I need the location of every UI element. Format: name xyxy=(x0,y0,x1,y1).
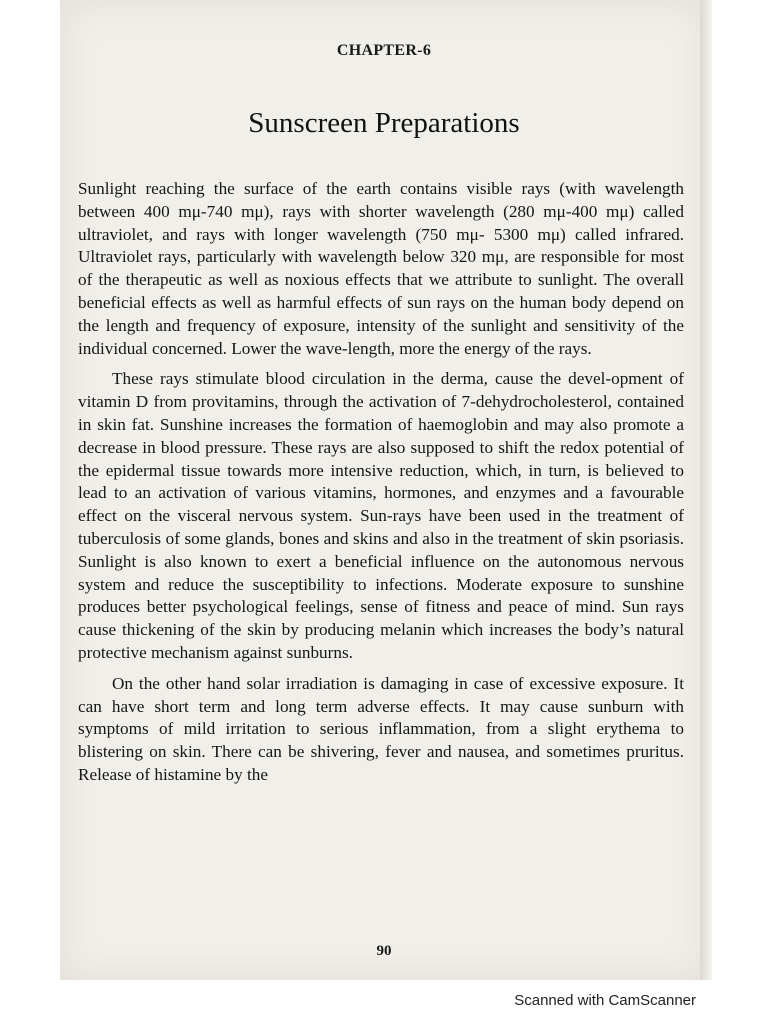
paragraph-2: These rays stimulate blood circulation in the derma, cause the devel-opment of vitamin D from provitamins, through the activation of 7-dehydrocholesterol, contained in skin fat. Sunshine increases the formation of haemoglobin and may also promote a decrease in blood pressure. These rays are also supposed to shift the redox potential of the epidermal tissue towards more intensive reduction, which, in turn, is believed to lead to an activation of various vitamins, hormones, and enzymes and a favourable effect on the visceral nervous system. Sun-rays have been used in the treatment of tuberculosis of some glands, bones and skins and also in the treatment of skin psoriasis. Sunlight is also known to exert a beneficial influence on the autonomous nervous system and reduce the susceptibility to infections. Moderate exposure to sunshine produces better psychological feelings, sense of fitness and peace of mind. Sun rays cause thickening of the skin by producing melanin which increases the body’s natural protective mechanism against sunburns. xyxy=(78,369,684,662)
scanner-watermark: Scanned with CamScanner xyxy=(514,992,696,1009)
paragraph-3: On the other hand solar irradiation is damaging in case of excessive exposure. It can have short term and long term adverse effects. It may cause sunburn with symptoms of mild irritation to serious inflammation, from a slight erythema to blistering on skin. There can be shivering, fever and nausea, and sometimes pruritus. Release of histamine by the xyxy=(78,673,684,784)
body-text xyxy=(78,178,684,795)
page-edge xyxy=(700,0,712,980)
chapter-label: CHAPTER-6 xyxy=(336,42,432,59)
page-number: 90 xyxy=(376,943,392,959)
paragraph-1: Sunlight reaching the surface of the earth contains visible rays (with wavelength between 400 mμ-740 mμ), rays with shorter wavelength (280 mμ-400 mμ) called ultraviolet, and rays with longer wavelength (750 mμ- 5300 mμ) called infrared. Ultraviolet rays, particularly with wavelength below 320 mμ, are responsible for most of the therapeutic as well as noxious effects that we attribute to sunlight. The overall beneficial effects as well as harmful effects of sun rays on the human body depend on the length and frequency of exposure, intensity of the sunlight and sensitivity of the individual concerned. Lower the wave-length, more the energy of the rays. xyxy=(78,179,684,358)
page-title: Sunscreen Preparations xyxy=(248,107,520,140)
